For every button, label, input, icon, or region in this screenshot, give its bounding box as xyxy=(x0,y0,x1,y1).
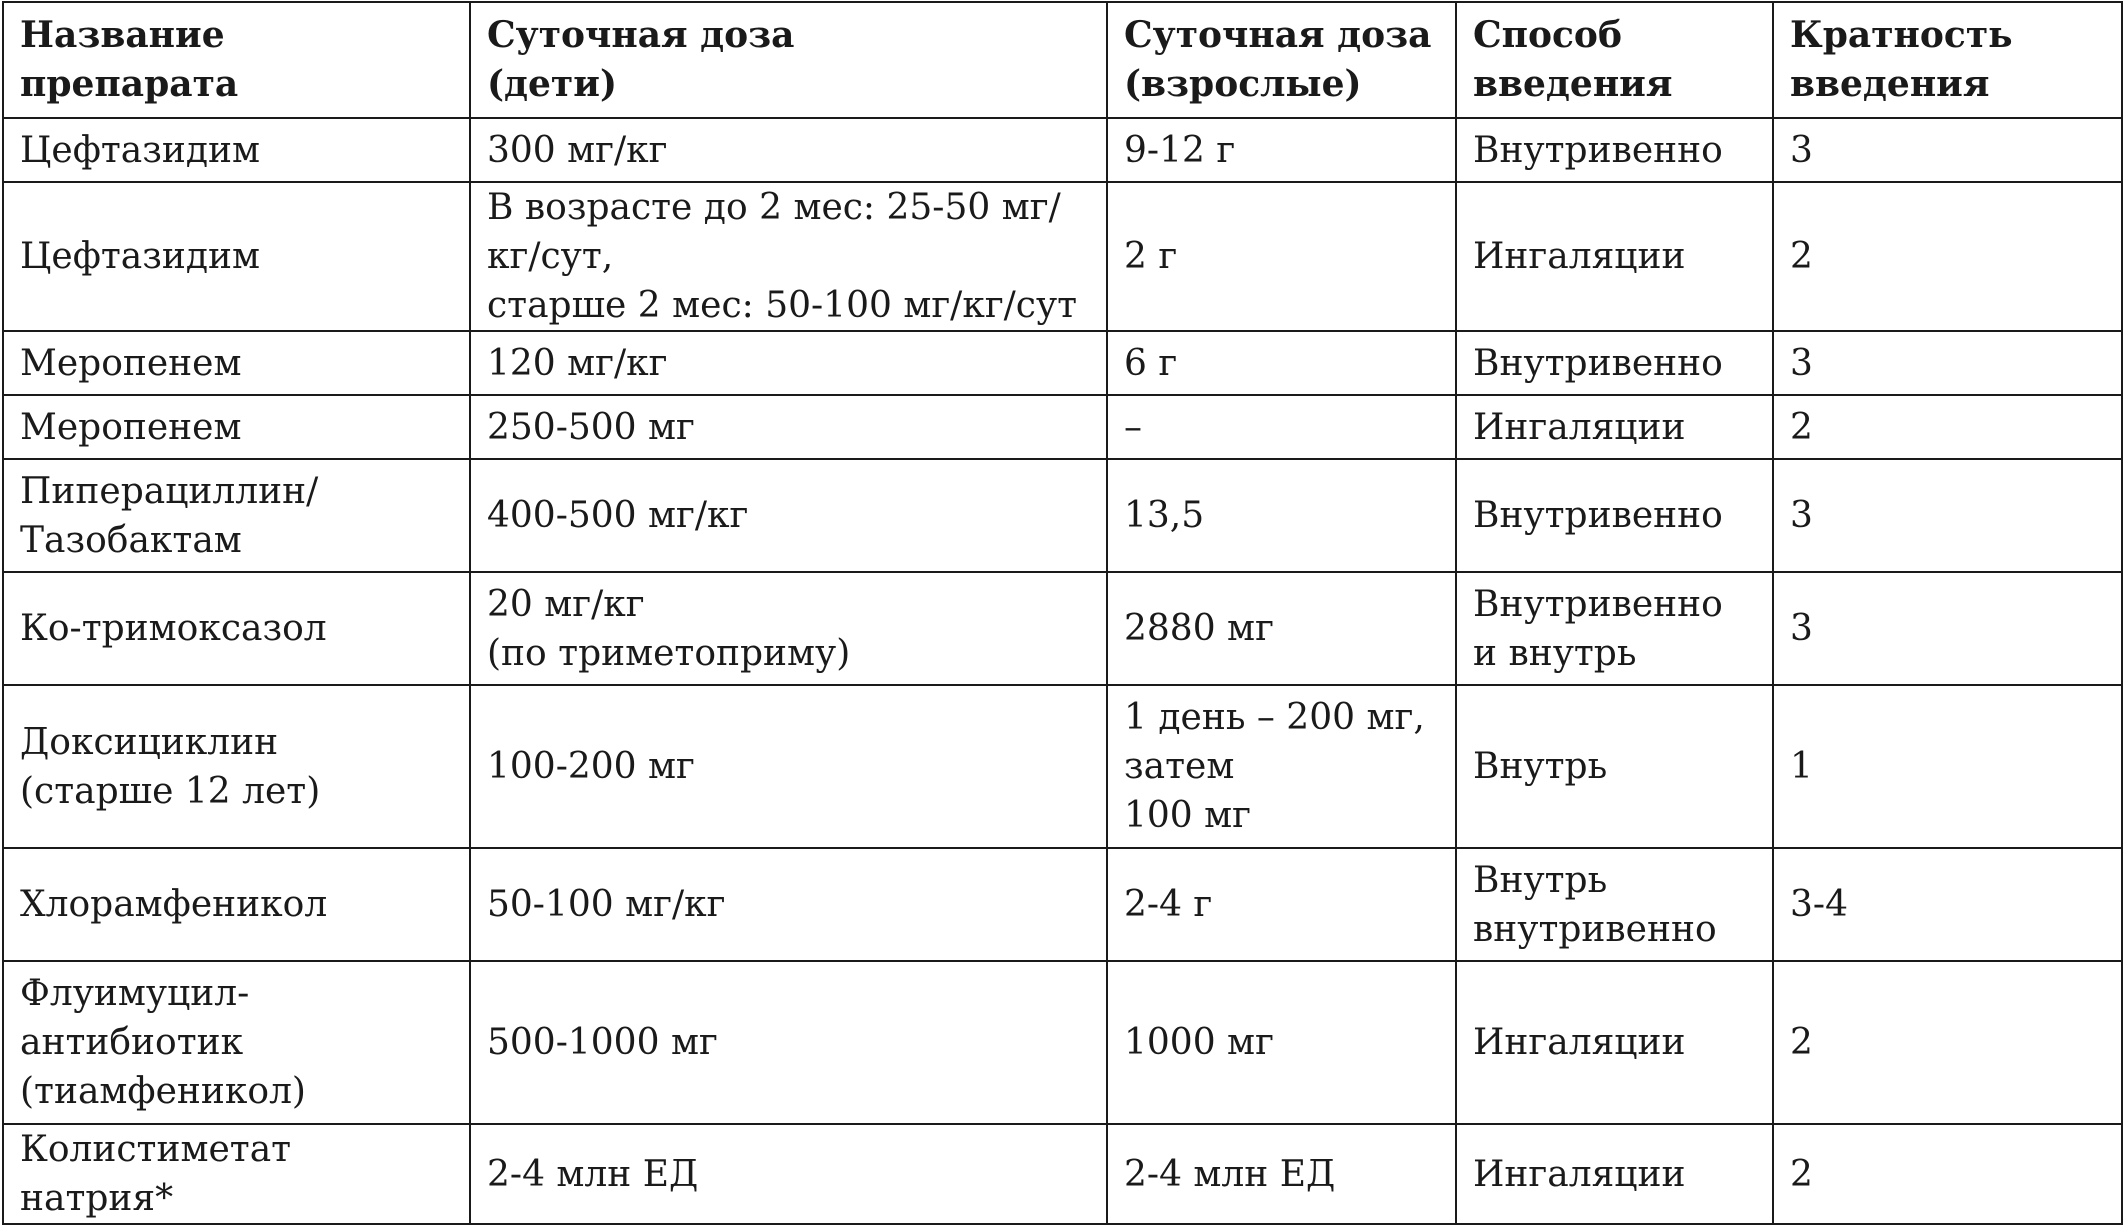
route-cell: Внутрь xyxy=(1456,685,1773,848)
dose-adults-cell: 2-4 г xyxy=(1107,848,1456,961)
dose-children-cell: 100-200 мг xyxy=(470,685,1107,848)
table-row xyxy=(3,395,2122,459)
dose-children-cell: 20 мг/кг (по триметоприму) xyxy=(470,572,1107,685)
dose-adults-cell: 13,5 xyxy=(1107,459,1456,572)
drug-name-cell: Меропенем xyxy=(3,331,470,395)
frequency-cell: 1 xyxy=(1773,685,2122,848)
route-cell: Внутрь внутривенно xyxy=(1456,848,1773,961)
dose-children-cell: В возрасте до 2 мес: 25-50 мг/кг/сут, старше 2 мес: 50-100 мг/кг/сут xyxy=(470,182,1107,331)
header-daily-dose-children: Суточная доза (дети) xyxy=(470,2,1107,118)
frequency-cell: 3-4 xyxy=(1773,848,2122,961)
dose-adults-cell: 2 г xyxy=(1107,182,1456,331)
route-cell: Ингаляции xyxy=(1456,395,1773,459)
frequency-cell: 2 xyxy=(1773,395,2122,459)
route-cell: Внутривенно xyxy=(1456,331,1773,395)
drug-name-cell: Ко-тримоксазол xyxy=(3,572,470,685)
route-cell: Ингаляции xyxy=(1456,182,1773,331)
dose-adults-cell: 2880 мг xyxy=(1107,572,1456,685)
drug-name-cell: Колистиметат натрия* xyxy=(3,1124,470,1224)
table-row xyxy=(3,685,2122,848)
table-row xyxy=(3,182,2122,331)
dose-adults-cell: 1 день – 200 мг, затем 100 мг xyxy=(1107,685,1456,848)
dose-children-cell: 300 мг/кг xyxy=(470,118,1107,182)
route-cell: Ингаляции xyxy=(1456,961,1773,1124)
dose-adults-cell: – xyxy=(1107,395,1456,459)
dose-adults-cell: 1000 мг xyxy=(1107,961,1456,1124)
header-frequency: Кратность введения xyxy=(1773,2,2122,118)
dose-adults-cell: 2-4 млн ЕД xyxy=(1107,1124,1456,1224)
dose-children-cell: 400-500 мг/кг xyxy=(470,459,1107,572)
header-daily-dose-adults: Суточная доза (взрослые) xyxy=(1107,2,1456,118)
dose-adults-cell: 6 г xyxy=(1107,331,1456,395)
frequency-cell: 3 xyxy=(1773,331,2122,395)
frequency-cell: 2 xyxy=(1773,1124,2122,1224)
drug-name-cell: Цефтазидим xyxy=(3,118,470,182)
frequency-cell: 2 xyxy=(1773,961,2122,1124)
drug-name-cell: Пиперациллин/ Тазобактам xyxy=(3,459,470,572)
frequency-cell: 3 xyxy=(1773,118,2122,182)
route-cell: Ингаляции xyxy=(1456,1124,1773,1224)
route-cell: Внутривенно xyxy=(1456,118,1773,182)
drug-name-cell: Меропенем xyxy=(3,395,470,459)
frequency-cell: 3 xyxy=(1773,459,2122,572)
table-row xyxy=(3,118,2122,182)
dose-children-cell: 500-1000 мг xyxy=(470,961,1107,1124)
dose-children-cell: 2-4 млн ЕД xyxy=(470,1124,1107,1224)
drug-name-cell: Хлорамфеникол xyxy=(3,848,470,961)
route-cell: Внутривенно xyxy=(1456,459,1773,572)
table-row xyxy=(3,572,2122,685)
route-cell: Внутривенно и внутрь xyxy=(1456,572,1773,685)
header-drug-name: Название препарата xyxy=(3,2,470,118)
drug-name-cell: Доксициклин (старше 12 лет) xyxy=(3,685,470,848)
dose-children-cell: 120 мг/кг xyxy=(470,331,1107,395)
drug-name-cell: Цефтазидим xyxy=(3,182,470,331)
dosage-table-container xyxy=(2,1,2123,1225)
table-row xyxy=(3,459,2122,572)
dosage-table xyxy=(2,1,2123,1225)
table-row xyxy=(3,331,2122,395)
table-row xyxy=(3,848,2122,961)
frequency-cell: 3 xyxy=(1773,572,2122,685)
table-row xyxy=(3,961,2122,1124)
table-row xyxy=(3,1124,2122,1224)
frequency-cell: 2 xyxy=(1773,182,2122,331)
drug-name-cell: Флуимуцил- антибиотик (тиамфеникол) xyxy=(3,961,470,1124)
dose-children-cell: 250-500 мг xyxy=(470,395,1107,459)
header-row xyxy=(3,2,2122,118)
dose-children-cell: 50-100 мг/кг xyxy=(470,848,1107,961)
dose-adults-cell: 9-12 г xyxy=(1107,118,1456,182)
header-route: Способ введения xyxy=(1456,2,1773,118)
